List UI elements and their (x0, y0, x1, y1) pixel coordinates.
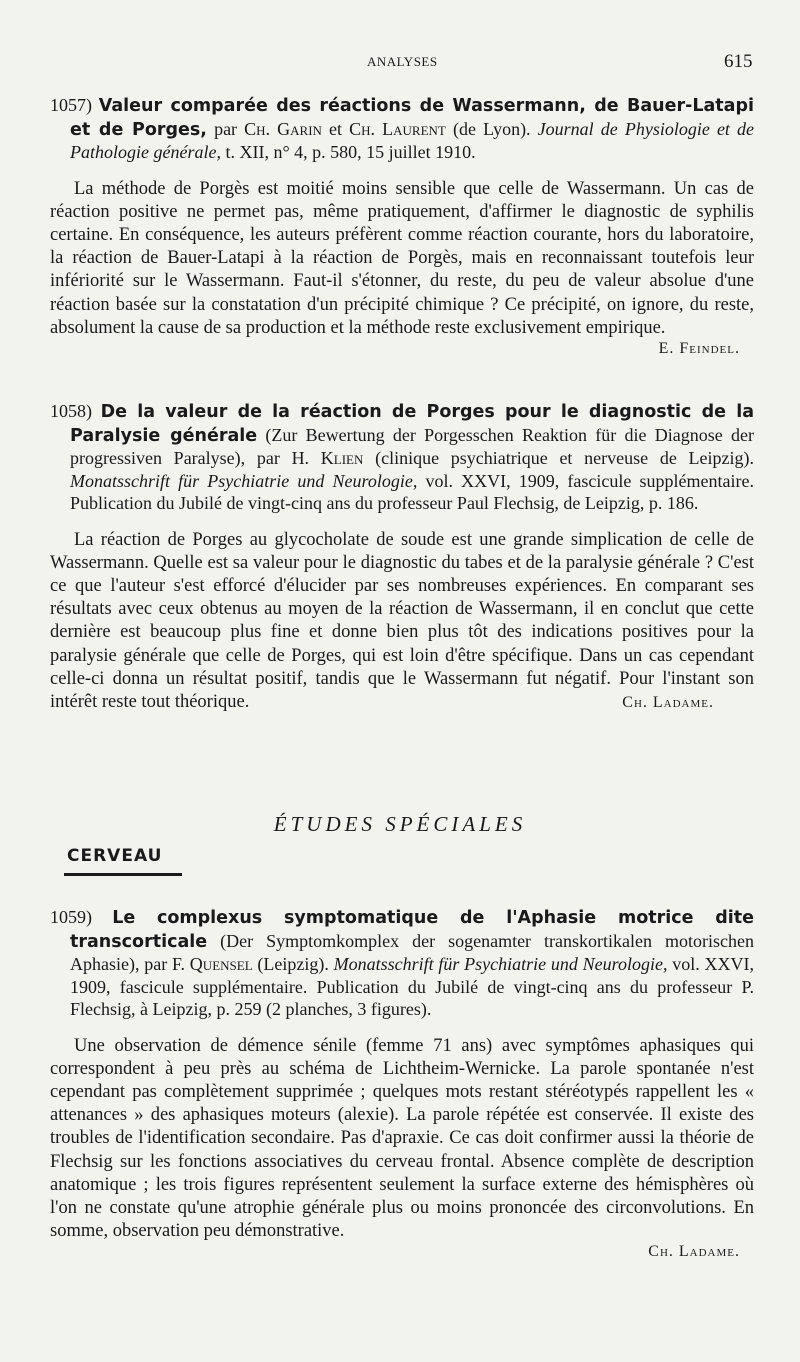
affiliation: (clinique psychiatrique et nerveuse de Leipzig). (363, 448, 754, 468)
entry-heading (50, 94, 754, 164)
entry-1057 (50, 94, 754, 358)
signature: Ch. Ladame. (648, 1243, 740, 1261)
entry-title: Le complexus symptomatique de l'Aphasie motrice dite transcorticale (70, 908, 754, 952)
entry-title: De la valeur de la réaction de Porges pour le diagnostic de la Paralysie générale (70, 402, 755, 446)
section-title: ÉTUDES SPÉCIALES (273, 812, 527, 836)
entry-heading (50, 906, 754, 1021)
subsection-underline (64, 873, 182, 876)
journal-title: Monatsschrift für Psychiatrie und Neurologie, (333, 954, 668, 974)
entry-number: 1057) (50, 95, 92, 115)
abstract-body: La réaction de Porges au glycocholate de soude est une grande simplication de celle de Wassermann. Quelle est sa valeur pour le diagnostic du tabes et de la paralysie générale ? C'est ce que l'auteur s'est efforcé d'élucider par ses nombreuses expériences. En comparant ses résultats avec ceux obtenus au moyen de la réaction de Wassermann, il en conclut que cette dernière est beaucoup plus fine et donne bien plus tôt des indications positives pour la paralysie générale que celle de Porges, qui est loin d'être spécifique. Dans un cas cependant celle-ci donna un résultat positif, tandis que le Wassermann fut négatif. Pour l'instant son intérêt reste tout théorique. (50, 529, 754, 712)
authors-join: et (321, 118, 350, 139)
citation: vol. XXVI, 1909, fascicule supplémentaire. Publication du Jubilé de vingt-cinq ans du professeur Paul Flechsig, de Leipzig, p. 186. (70, 470, 754, 513)
authors-prefix: par (206, 118, 245, 139)
entry-number: 1059) (50, 907, 92, 927)
entry-1059 (50, 906, 754, 1261)
citation: vol. XXVI, 1909, fascicule supplémentaire. Publication du Jubilé de vingt-cinq ans du professeur P. Flechsig, à Leipzig, p. 259 (2 planches, 3 figures). (70, 954, 754, 1019)
signature: Ch. Ladame. (622, 693, 714, 711)
entry-heading (50, 400, 754, 515)
entry-number: 1058) (50, 401, 92, 421)
abstract-text: Une observation de démence sénile (femme 71 ans) avec symptômes aphasiques qui correspondent à peu près au schéma de Lichtheim-Wernicke. La parole spontanée n'est cependant pas complètement supprimée ; quelques mots restant stéréotypés rappellent les « attenances » des aphasiques moteurs (alexie). La parole répétée est conservée. Il existe des troubles de l'identification secondaire. Pas d'apraxie. Ce cas doit confirmer aussi la théorie de Flechsig sur les fonctions associatives du cerveau frontal. Absence complète de description anatomique ; les trois figures représentent seulement la surface externe des hémisphères où l'on ne constate qu'une atrophie générale plus ou moins prononcée des circonvolutions. En somme, observation peu démonstrative. (50, 1035, 754, 1242)
journal-title: Journal de Physiologie et de Pathologie générale, (70, 118, 755, 162)
author: Ch. Laurent (349, 118, 446, 139)
author: F. Quensel (171, 954, 253, 974)
signature: E. Feindel. (658, 339, 740, 357)
affiliation: (de Lyon). (445, 118, 538, 139)
journal-title: Monatsschrift für Psychiatrie und Neurologie, (70, 470, 418, 491)
entry-title: Valeur comparée des réactions de Wassermann, de Bauer-Latapi et de Porges, (70, 96, 755, 140)
running-head-title: ANALYSES (367, 54, 438, 69)
subsection-heading: CERVEAU (67, 846, 163, 866)
page-number: 615 (724, 51, 753, 72)
citation: t. XII, n° 4, p. 580, 15 juillet 1910. (220, 142, 476, 162)
abstract-text: La méthode de Porgès est moitié moins sensible que celle de Wassermann. Un cas de réaction positive ne permet pas, même pratiquement, d'affirmer le diagnostic de syphilis certaine. En conséquence, les auteurs préfèrent comme réaction courante, hors du laboratoire, la réaction de Bauer-Latapi à la réaction de Porgès, mais en reconnaissant toutefois leur infériorité sur le Wassermann. Faut-il s'étonner, du reste, du peu de valeur absolue d'une réaction basée sur la constatation d'un précipité chimique ? Ce précipité, on ignore, du reste, absolument la cause de sa production et la méthode reste exclusivement empirique. (50, 178, 754, 338)
german-title: (Der Symptomkomplex der sogenamter transkortikalen motorischen Aphasie), par (70, 930, 754, 974)
abstract-text (50, 529, 754, 715)
entry-1058 (50, 400, 754, 714)
german-title: (Zur Bewertung der Porgesschen Reaktion für die Diagnose der progressiven Paralyse), par (70, 424, 754, 468)
running-head (0, 51, 800, 74)
author: H. Klien (291, 448, 364, 468)
author: Ch. Garin (244, 118, 322, 139)
affiliation: (Leipzig). (252, 954, 334, 974)
